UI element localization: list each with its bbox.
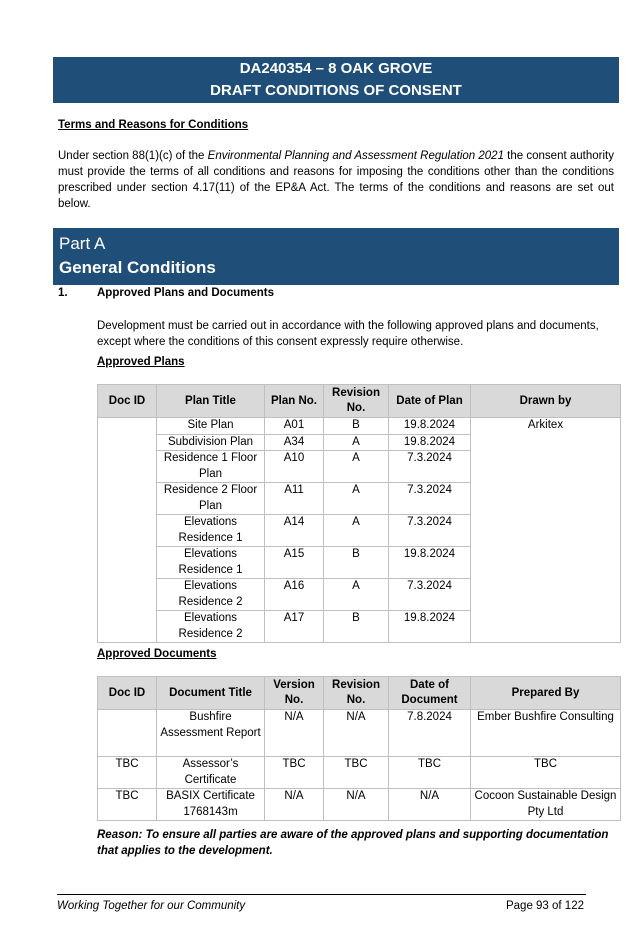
document-revision-cell: TBC bbox=[324, 757, 389, 789]
plan-date-cell: 7.3.2024 bbox=[389, 451, 471, 483]
plan-date-cell: 19.8.2024 bbox=[389, 547, 471, 579]
documents-header-date: Date of Document bbox=[389, 677, 471, 710]
approved-plans-table bbox=[97, 384, 621, 643]
plans-header-row bbox=[98, 385, 621, 418]
document-revision-cell: N/A bbox=[324, 710, 389, 757]
plan-title-cell: Residence 1 Floor Plan bbox=[157, 451, 265, 483]
plan-title-cell: Elevations Residence 1 bbox=[157, 547, 265, 579]
plan-title-cell: Residence 2 Floor Plan bbox=[157, 483, 265, 515]
plan-number-cell: A14 bbox=[265, 515, 324, 547]
document-id-cell bbox=[98, 710, 157, 757]
plan-title-cell: Elevations Residence 1 bbox=[157, 515, 265, 547]
document-version-cell: N/A bbox=[265, 710, 324, 757]
plan-revision-cell: B bbox=[324, 547, 389, 579]
plan-number-cell: A34 bbox=[265, 434, 324, 451]
banner-subtitle: DRAFT CONDITIONS OF CONSENT bbox=[210, 82, 462, 99]
table-row bbox=[98, 710, 621, 757]
document-date-cell: TBC bbox=[389, 757, 471, 789]
plans-header-plan-no: Plan No. bbox=[265, 385, 324, 418]
document-prepared-by-cell: Ember Bushfire Consulting bbox=[471, 710, 621, 757]
plans-header-date: Date of Plan bbox=[389, 385, 471, 418]
plan-number-cell: A17 bbox=[265, 611, 324, 643]
plans-doc-id-cell bbox=[98, 418, 157, 643]
plans-header-revision: Revision No. bbox=[324, 385, 389, 418]
document-version-cell: N/A bbox=[265, 789, 324, 821]
document-prepared-by-cell: Cocoon Sustainable Design Pty Ltd bbox=[471, 789, 621, 821]
plan-date-cell: 7.3.2024 bbox=[389, 483, 471, 515]
regulation-name: Environmental Planning and Assessment Regulation 2021 bbox=[207, 150, 504, 162]
plan-date-cell: 19.8.2024 bbox=[389, 434, 471, 451]
condition-number: 1. bbox=[58, 287, 68, 299]
document-id-cell: TBC bbox=[98, 789, 157, 821]
document-version-cell: TBC bbox=[265, 757, 324, 789]
plan-date-cell: 7.3.2024 bbox=[389, 515, 471, 547]
plans-header-plan-title: Plan Title bbox=[157, 385, 265, 418]
table-row bbox=[98, 757, 621, 789]
document-title-cell: BASIX Certificate 1768143m bbox=[157, 789, 265, 821]
part-label: Part A bbox=[59, 234, 106, 253]
plan-date-cell: 19.8.2024 bbox=[389, 418, 471, 435]
plans-header-doc-id: Doc ID bbox=[98, 385, 157, 418]
plan-number-cell: A11 bbox=[265, 483, 324, 515]
document-title-cell: Bushfire Assessment Report bbox=[157, 710, 265, 757]
plan-number-cell: A16 bbox=[265, 579, 324, 611]
plan-date-cell: 7.3.2024 bbox=[389, 579, 471, 611]
banner-title: DA240354 – 8 OAK GROVE bbox=[239, 60, 433, 77]
document-revision-cell: N/A bbox=[324, 789, 389, 821]
footer-divider bbox=[57, 894, 586, 895]
document-id-cell: TBC bbox=[98, 757, 157, 789]
plan-title-cell: Elevations Residence 2 bbox=[157, 579, 265, 611]
documents-header-prepared-by: Prepared By bbox=[471, 677, 621, 710]
plan-number-cell: A15 bbox=[265, 547, 324, 579]
plan-title-cell: Subdivision Plan bbox=[157, 434, 265, 451]
terms-heading: Terms and Reasons for Conditions bbox=[58, 119, 249, 131]
plan-revision-cell: B bbox=[324, 418, 389, 435]
plan-revision-cell: A bbox=[324, 451, 389, 483]
approved-plans-heading: Approved Plans bbox=[97, 356, 185, 368]
documents-header-version: Version No. bbox=[265, 677, 324, 710]
plan-revision-cell: A bbox=[324, 579, 389, 611]
plan-number-cell: A01 bbox=[265, 418, 324, 435]
condition-title: Approved Plans and Documents bbox=[97, 287, 275, 299]
plan-revision-cell: A bbox=[324, 515, 389, 547]
page-number: Page 93 of 122 bbox=[505, 900, 584, 912]
part-title: General Conditions bbox=[59, 258, 216, 277]
plan-number-cell: A10 bbox=[265, 451, 324, 483]
document-date-cell: N/A bbox=[389, 789, 471, 821]
terms-text-end: the consent authority must provide the terms of all conditions and reasons for imposing the conditions other than the conditions prescribed under section 4.17(11) of the EP&A Act. The terms of the conditions and reasons are set out below. bbox=[58, 150, 614, 210]
approved-documents-table bbox=[97, 676, 621, 821]
approved-documents-heading: Approved Documents bbox=[97, 648, 217, 660]
plan-revision-cell: B bbox=[324, 611, 389, 643]
document-title-cell: Assessor’s Certificate bbox=[157, 757, 265, 789]
footer-slogan: Working Together for our Community bbox=[57, 900, 246, 912]
plan-revision-cell: A bbox=[324, 483, 389, 515]
part-banner bbox=[53, 228, 619, 285]
documents-header-doc-id: Doc ID bbox=[98, 677, 157, 710]
terms-text-start: Under section 88(1)(c) of the bbox=[58, 150, 208, 162]
document-banner bbox=[53, 57, 619, 103]
terms-paragraph bbox=[58, 148, 614, 212]
plan-title-cell: Site Plan bbox=[157, 418, 265, 435]
plans-header-drawn-by: Drawn by bbox=[471, 385, 621, 418]
documents-header-row bbox=[98, 677, 621, 710]
table-row bbox=[98, 789, 621, 821]
condition-text: Development must be carried out in accordance with the following approved plans and documents, except where the conditions of this consent expressly require otherwise. bbox=[97, 320, 599, 348]
table-row bbox=[98, 418, 621, 435]
plans-drawn-by-cell: Arkitex bbox=[471, 418, 621, 643]
document-prepared-by-cell: TBC bbox=[471, 757, 621, 789]
reason-text: Reason: To ensure all parties are aware of the approved plans and supporting documentation that applies to the development. bbox=[97, 829, 609, 857]
document-date-cell: 7.8.2024 bbox=[389, 710, 471, 757]
documents-header-title: Document Title bbox=[157, 677, 265, 710]
plan-date-cell: 19.8.2024 bbox=[389, 611, 471, 643]
documents-header-revision: Revision No. bbox=[324, 677, 389, 710]
plan-revision-cell: A bbox=[324, 434, 389, 451]
plan-title-cell: Elevations Residence 2 bbox=[157, 611, 265, 643]
